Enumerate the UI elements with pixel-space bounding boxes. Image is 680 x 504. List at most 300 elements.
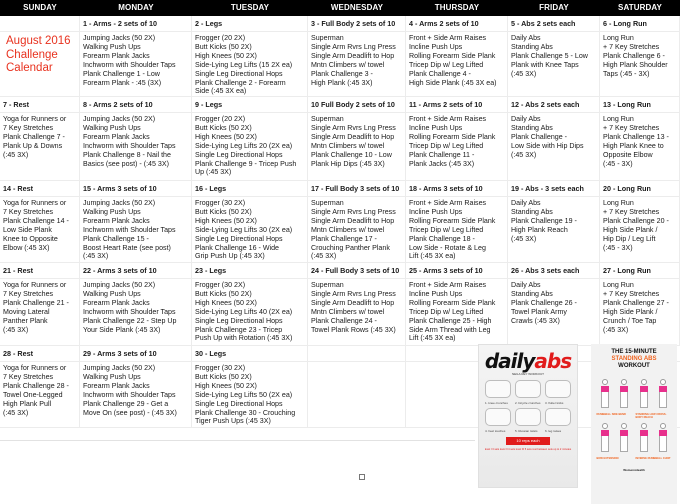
day-cell-monday[interactable]: [80, 16, 192, 97]
workout-item: Frogger (20 2X): [195, 34, 246, 42]
workout-item: High Knees (50 2X): [195, 132, 257, 141]
day-workout-list: [308, 113, 405, 181]
workout-item: Side-Lying Leg Lifts 20 (2X ea): [195, 141, 293, 150]
day-heading: 18 - Arms 3 sets of 10: [406, 181, 507, 197]
day-workout-list: [308, 32, 405, 97]
workout-item: Crouching Panther Plank: [311, 243, 390, 252]
workout-item: Forearm Plank Jacks: [83, 132, 150, 141]
workout-item: Plank Up & Downs: [3, 141, 63, 150]
workout-item: Tiger Push Ups (:45 3X): [195, 417, 271, 426]
workout-item: Taps (:45 - 3X): [603, 69, 650, 78]
workout-item: Forearm Plank - :45 (3X): [83, 78, 162, 87]
day-heading: 25 - Arms 3 sets of 10: [406, 263, 507, 279]
workout-item: Side-Lying Leg Lifts 50 (2X ea): [195, 390, 293, 399]
day-cell-sunday[interactable]: [0, 346, 80, 428]
day-workout-list: [80, 279, 191, 346]
workout-item: Plank Challenge 23 - Tricep: [195, 325, 283, 334]
brand-logo: WomensHealth: [623, 468, 645, 472]
calendar-grid: [0, 16, 680, 428]
table-bottom-border: [0, 440, 475, 441]
workout-item: Standing Abs: [511, 123, 553, 132]
day-cell-saturday[interactable]: [600, 181, 680, 263]
workout-item: Walking Push Ups: [83, 42, 141, 51]
workout-item: Forearm Plank Jacks: [83, 298, 150, 307]
workout-item: Low Side with Hip Dips: [511, 141, 584, 150]
day-workout-list: [508, 113, 599, 181]
workout-item: Hip Dip / Leg Lift: [603, 234, 656, 243]
workout-item: Single Arm Rvrs Lng Press: [311, 289, 396, 298]
workout-item: Rolling Forearm Side Plank: [409, 216, 496, 225]
weekday-thursday: THURSDAY: [434, 3, 480, 12]
day-cell-sunday[interactable]: [0, 181, 80, 263]
workout-item: Single Arm Deadlift to Hop: [311, 51, 395, 60]
day-cell-friday[interactable]: [508, 97, 600, 181]
workout-item: Plank Jacks (:45 3X): [409, 159, 475, 168]
workout-item: Plank Challenge -: [511, 132, 567, 141]
workout-item: High Knees (50 2X): [195, 51, 257, 60]
workout-item: Jumping Jacks (50 2X): [83, 199, 156, 207]
day-cell-wednesday[interactable]: [308, 16, 406, 97]
workout-item: Single Arm Rvrs Lng Press: [311, 123, 396, 132]
workout-item: Walking Push Ups: [83, 207, 141, 216]
day-cell-wednesday[interactable]: [308, 97, 406, 181]
workout-item: (:45 3X): [3, 325, 29, 334]
workout-item: Elbow (:45 3X): [3, 243, 50, 252]
workout-item: Walking Push Ups: [83, 289, 141, 298]
workout-item: Superman: [311, 34, 344, 42]
workout-item: 7 Key Stretches: [3, 123, 54, 132]
standing-abs-title-2: STANDING ABS: [611, 356, 657, 362]
workout-item: Plank Challenge 2 - Forearm: [195, 78, 286, 87]
workout-item: Rolling Forearm Side Plank: [409, 298, 496, 307]
exercise-label: STANDING LOW CROSS-BODY REACH: [635, 413, 667, 419]
exercise-label: 6. leg raises: [545, 429, 562, 433]
workout-item: (:45 3X): [83, 252, 109, 261]
day-heading: 7 - Rest: [0, 97, 79, 113]
day-cell-sunday[interactable]: [0, 16, 80, 97]
workout-item: Plank Challenge 14 -: [3, 216, 69, 225]
workout-item: Plank Challenge 13 -: [603, 132, 669, 141]
woman-figure-icon: [616, 423, 632, 453]
workout-item: Mntn Climbers w/ towel: [311, 60, 385, 69]
day-workout-list: [406, 32, 507, 97]
exercise-figure-icon: [545, 408, 571, 426]
day-cell-monday[interactable]: [80, 263, 192, 346]
workout-item: Crunch / Toe Tap: [603, 316, 657, 325]
workout-item: Daily Abs: [511, 34, 541, 42]
workout-item: (:45 3X): [511, 234, 537, 243]
day-workout-list: [80, 113, 191, 181]
day-heading: 20 - Long Run: [600, 181, 679, 197]
workout-item: Long Run: [603, 115, 634, 123]
day-cell-tuesday[interactable]: [192, 16, 308, 97]
workout-item: Butt Kicks (50 2X): [195, 207, 252, 216]
workout-item: Plank Challenge 24 -: [311, 316, 377, 325]
workout-item: Inchworm with Shoulder Taps: [83, 307, 176, 316]
workout-item: (:45 3X): [3, 150, 29, 159]
workout-item: Knee to Opposite: [3, 234, 58, 243]
day-workout-list: [308, 279, 405, 346]
workout-item: Basics (see post) - (:45 3X): [83, 159, 169, 168]
woman-figure-icon: [636, 423, 652, 453]
workout-item: High Plank Knee to: [603, 141, 664, 150]
workout-item: Standing Abs: [511, 289, 553, 298]
day-heading: 9 - Legs: [192, 97, 307, 113]
workout-item: Single Leg Directional Hops: [195, 399, 283, 408]
workout-item: Grip Push Up (:45 3X): [195, 252, 265, 261]
workout-item: Incline Push Ups: [409, 289, 463, 298]
day-workout-list: [406, 279, 507, 346]
workout-item: Mntn Climbers w/ towel: [311, 307, 385, 316]
workout-item: Lift (:45 3X ea): [409, 334, 456, 343]
day-cell-friday[interactable]: [508, 181, 600, 263]
workout-item: Plank Challenge 22 - Step Up: [83, 316, 177, 325]
figure-row: [591, 377, 677, 411]
workout-item: 7 Key Stretches: [3, 289, 54, 298]
day-heading: 26 - Abs 3 sets each: [508, 263, 599, 279]
workout-item: Frogger (30 2X): [195, 281, 246, 289]
daily-abs-subtitle: NEILA REY WORKOUT: [512, 372, 544, 376]
weekday-wednesday: WEDNESDAY: [330, 3, 384, 12]
exercise-figure-icon: [545, 380, 571, 398]
daily-abs-poster-image[interactable]: [478, 344, 578, 488]
workout-item: Lift (:45 3X ea): [409, 252, 456, 261]
day-workout-list: [508, 197, 599, 263]
weekday-header: [0, 0, 680, 16]
workout-item: Daily Abs: [511, 115, 541, 123]
workout-item: Butt Kicks (50 2X): [195, 123, 252, 132]
workout-item: Plank Challenge 11 -: [409, 150, 475, 159]
day-heading: 11 - Arms 2 sets of 10: [406, 97, 507, 113]
workout-item: Boost Heart Rate (see post): [83, 243, 171, 252]
workout-item: (:45 3X): [511, 69, 537, 78]
workout-item: Single Arm Deadlift to Hop: [311, 216, 395, 225]
standing-abs-poster-image[interactable]: [591, 344, 677, 504]
workout-item: Forearm Plank Jacks: [83, 51, 150, 60]
workout-item: Side-Lying Leg Lifts 30 (2X ea): [195, 225, 293, 234]
workout-item: Towel One-Legged: [3, 390, 63, 399]
workout-item: Jumping Jacks (50 2X): [83, 115, 156, 123]
day-heading: [308, 346, 405, 362]
workout-item: High Side Plank /: [603, 307, 658, 316]
day-heading: 6 - Long Run: [600, 16, 679, 32]
day-heading: 4 - Arms 2 sets of 10: [406, 16, 507, 32]
day-heading: 8 - Arms 2 sets of 10: [80, 97, 191, 113]
day-workout-list: [0, 279, 79, 346]
workout-item: + 7 Key Stretches: [603, 123, 660, 132]
workout-item: Butt Kicks (50 2X): [195, 372, 252, 381]
day-heading: 19 - Abs - 3 sets each: [508, 181, 599, 197]
exercise-label: 3. flutter kicks: [545, 401, 564, 405]
day-cell-thursday[interactable]: [406, 181, 508, 263]
workout-item: Yoga for Runners or: [3, 199, 67, 207]
workout-item: Plank Challenge 8 - Nail the: [83, 150, 171, 159]
workout-item: High Plank Shoulder: [603, 60, 668, 69]
workout-item: High Side Plank /: [603, 225, 658, 234]
workout-item: Single Arm Rvrs Lng Press: [311, 207, 396, 216]
workout-item: Single Arm Deadlift to Hop: [311, 298, 395, 307]
workout-item: Superman: [311, 281, 344, 289]
workout-item: Yoga for Runners or: [3, 115, 67, 123]
woman-figure-icon: [616, 379, 632, 409]
day-workout-list: [192, 197, 307, 263]
workout-item: Plank Challenge 15 -: [83, 234, 149, 243]
workout-item: Plank Challenge 26 -: [511, 298, 577, 307]
workout-item: Superman: [311, 115, 344, 123]
workout-item: Plank Challenge 27 -: [603, 298, 669, 307]
workout-item: Plank Challenge 20 -: [603, 216, 669, 225]
workout-item: Front + Side Arm Raises: [409, 281, 487, 289]
weekday-friday: FRIDAY: [539, 3, 569, 12]
day-workout-list: [0, 113, 79, 181]
exercise-label: INVERSE DUMBBELL CHOP: [635, 457, 671, 460]
day-heading: 1 - Arms - 2 sets of 10: [80, 16, 191, 32]
workout-item: Mntn Climbers w/ towel: [311, 141, 385, 150]
day-cell-sunday[interactable]: [0, 97, 80, 181]
day-heading: 30 - Legs: [192, 346, 307, 362]
workout-item: Front + Side Arm Raises: [409, 199, 487, 207]
workout-item: Incline Push Ups: [409, 207, 463, 216]
day-cell-wednesday[interactable]: [308, 263, 406, 346]
exercise-figure-icon: [515, 408, 541, 426]
workout-item: Inchworm with Shoulder Taps: [83, 225, 176, 234]
day-workout-list: [406, 197, 507, 263]
day-workout-list: [600, 113, 679, 181]
woman-figure-icon: [636, 379, 652, 409]
workout-item: Tricep Dip w/ Leg Lifted: [409, 225, 484, 234]
workout-item: Inchworm with Shoulder Taps: [83, 390, 176, 399]
workout-item: Side (:45 3X ea): [195, 87, 247, 96]
workout-item: Jumping Jacks (50 2X): [83, 364, 156, 372]
workout-item: Single Arm Rvrs Lng Press: [311, 42, 396, 51]
workout-item: Plank Challenge 21 -: [3, 298, 69, 307]
day-workout-list: [0, 197, 79, 263]
day-workout-list: [508, 279, 599, 346]
workout-item: + 7 Key Stretches: [603, 289, 660, 298]
workout-item: Single Leg Directional Hops: [195, 150, 283, 159]
daily-abs-logo: dailyabs: [484, 349, 572, 373]
workout-item: Plank Challenge 17 -: [311, 234, 377, 243]
day-cell-tuesday[interactable]: [192, 97, 308, 181]
workout-item: Plank Challenge 10 - Low: [311, 150, 392, 159]
day-heading: 21 - Rest: [0, 263, 79, 279]
workout-item: Moving Lateral: [3, 307, 50, 316]
workout-item: Frogger (20 2X): [195, 115, 246, 123]
exercise-label: 1. knee crunches: [485, 401, 508, 405]
exercise-label: DUMBBELL SIDE BEND: [596, 413, 626, 416]
weekday-tuesday: TUESDAY: [230, 3, 270, 12]
day-heading: 22 - Arms 3 sets of 10: [80, 263, 191, 279]
day-cell-sunday[interactable]: [0, 263, 80, 346]
workout-item: Single Leg Directional Hops: [195, 316, 283, 325]
workout-item: Up (:45 3X): [195, 168, 232, 177]
day-heading: 5 - Abs 2 sets each: [508, 16, 599, 32]
workout-item: Frogger (30 2X): [195, 199, 246, 207]
woman-figure-icon: [597, 423, 613, 453]
workout-item: Plank Challenge 7 -: [3, 132, 65, 141]
daily-abs-footer: level I 3 sets level II 4 sets level III 5 sets rest between sets up to 2 minutes: [484, 448, 572, 451]
weekday-monday: MONDAY: [118, 3, 154, 12]
weekday-saturday: SATURDAY: [618, 3, 662, 12]
day-heading: 14 - Rest: [0, 181, 79, 197]
day-workout-list: [406, 113, 507, 181]
workout-item: Forearm Plank Jacks: [83, 216, 150, 225]
workout-item: Plank Challenge 16 - Wide: [195, 243, 279, 252]
workout-item: High Knees (50 2X): [195, 298, 257, 307]
workout-item: Butt Kicks (50 2X): [195, 42, 252, 51]
day-workout-list: [192, 362, 307, 428]
day-cell-monday[interactable]: [80, 181, 192, 263]
day-cell-wednesday[interactable]: [308, 181, 406, 263]
workout-item: Walking Push Ups: [83, 123, 141, 132]
workout-item: Tricep Dip w/ Leg Lifted: [409, 141, 484, 150]
workout-item: Forearm Plank Jacks: [83, 381, 150, 390]
workout-item: (:45 - 3X): [603, 159, 633, 168]
day-heading: 24 - Full Body 3 sets of 10: [308, 263, 405, 279]
workout-item: Jumping Jacks (50 2X): [83, 34, 156, 42]
exercise-figures: [479, 376, 577, 433]
workout-item: Daily Abs: [511, 199, 541, 207]
workout-item: (:45 3X): [511, 150, 537, 159]
workout-item: Low Side - Rotate & Leg: [409, 243, 486, 252]
workout-item: Incline Push Ups: [409, 123, 463, 132]
workout-item: Butt Kicks (50 2X): [195, 289, 252, 298]
workout-item: (:45 3X): [603, 325, 629, 334]
workout-item: Low Side Plank: [3, 225, 52, 234]
workout-item: Jumping Jacks (50 2X): [83, 281, 156, 289]
workout-item: Side Arm Thread with Leg: [409, 325, 491, 334]
workout-item: Frogger (30 2X): [195, 364, 246, 372]
day-heading: 17 - Full Body 3 sets of 10: [308, 181, 405, 197]
day-heading: 12 - Abs 2 sets each: [508, 97, 599, 113]
workout-item: Plank Challenge 6 -: [603, 51, 665, 60]
workout-item: Opposite Elbow: [603, 150, 653, 159]
workout-item: Single Leg Directional Hops: [195, 69, 283, 78]
workout-item: Rolling Forearm Side Plank: [409, 132, 496, 141]
workout-item: Incline Push Ups: [409, 42, 463, 51]
day-workout-list: [192, 113, 307, 181]
workout-item: Push Up with Rotation (:45 3X): [195, 334, 293, 343]
workout-item: Plank with Knee Taps: [511, 60, 579, 69]
day-workout-list: [508, 32, 599, 97]
day-cell-friday[interactable]: [508, 16, 600, 97]
standing-abs-title-3: WORKOUT: [618, 363, 650, 369]
workout-item: Long Run: [603, 199, 634, 207]
day-heading: 3 - Full Body 2 sets of 10: [308, 16, 405, 32]
workout-item: Plank Challenge 30 - Crouching: [195, 408, 296, 417]
exercise-labels: [591, 411, 677, 421]
day-cell-tuesday[interactable]: [192, 263, 308, 346]
workout-item: High Side Plank (:45 3X ea): [409, 78, 497, 87]
day-cell-friday[interactable]: [508, 263, 600, 346]
workout-item: Tricep Dip w/ Leg Lifted: [409, 307, 484, 316]
standing-abs-description: [591, 370, 677, 377]
workout-item: 7 Key Stretches: [3, 372, 54, 381]
day-workout-list: [0, 32, 79, 97]
workout-item: High Knees (50 2X): [195, 216, 257, 225]
day-heading: 15 - Arms 3 sets of 10: [80, 181, 191, 197]
workout-item: 7 Key Stretches: [3, 207, 54, 216]
workout-item: Single Leg Directional Hops: [195, 234, 283, 243]
workout-item: Plank Challenge 28 -: [3, 381, 69, 390]
workout-item: High Plank Reach: [511, 225, 568, 234]
exercise-label: 4. heel touches: [485, 429, 506, 433]
workout-item: Front + Side Arm Raises: [409, 115, 487, 123]
workout-item: Standing Abs: [511, 42, 553, 51]
workout-item: Plank Challenge 3 -: [311, 69, 373, 78]
reps-badge: 10 reps each: [506, 437, 550, 445]
workout-item: + 7 Key Stretches: [603, 42, 660, 51]
woman-figure-icon: [655, 379, 671, 409]
exercise-label: 2. bicycle crunches: [515, 401, 541, 405]
workout-item: Panther Plank: [3, 316, 48, 325]
day-cell-monday[interactable]: [80, 346, 192, 428]
workout-item: Tricep Dip w/ Leg Lifted: [409, 60, 484, 69]
day-cell-saturday[interactable]: [600, 263, 680, 346]
day-workout-list: [600, 32, 679, 97]
workout-item: High Plank (:45 3X): [311, 78, 373, 87]
workout-item: Towel Plank Army: [511, 307, 567, 316]
day-heading: 23 - Legs: [192, 263, 307, 279]
workout-item: Plank Challenge 18 -: [409, 234, 475, 243]
workout-item: Move On (see post) - (:45 3X): [83, 408, 177, 417]
day-cell-tuesday[interactable]: [192, 346, 308, 428]
workout-item: Superman: [311, 199, 344, 207]
workout-item: (:45 3X): [311, 252, 337, 261]
resize-handle[interactable]: [359, 474, 365, 480]
day-workout-list: [308, 197, 405, 263]
workout-item: Plank Challenge 1 - Low: [83, 69, 160, 78]
workout-item: Front + Side Arm Raises: [409, 34, 487, 42]
workout-item: Crawls (:45 3X): [511, 316, 560, 325]
day-cell-wednesday[interactable]: [308, 346, 406, 428]
calendar-title: August 2016 Challenge Calendar: [6, 35, 71, 74]
day-cell-saturday[interactable]: [600, 97, 680, 181]
standing-abs-title-1: THE 15-MINUTE: [611, 349, 657, 355]
workout-item: Standing Abs: [511, 207, 553, 216]
workout-item: Inchworm with Shoulder Taps: [83, 60, 176, 69]
workout-item: Side-Lying Leg Lifts (15 2X ea): [195, 60, 293, 69]
day-cell-thursday[interactable]: [406, 97, 508, 181]
day-heading: 27 - Long Run: [600, 263, 679, 279]
day-cell-thursday[interactable]: [406, 263, 508, 346]
woman-figure-icon: [655, 423, 671, 453]
day-cell-thursday[interactable]: [406, 16, 508, 97]
day-cell-monday[interactable]: [80, 97, 192, 181]
exercise-figure-icon: [485, 408, 511, 426]
exercise-label: BOW EXTENSION: [596, 457, 619, 460]
workout-item: Mntn Climbers w/ towel: [311, 225, 385, 234]
day-workout-list: [308, 362, 405, 428]
workout-item: Towel Plank Rows (:45 3X): [311, 325, 396, 334]
day-heading: 10 Full Body 2 sets of 10: [308, 97, 405, 113]
workout-item: (:45 - 3X): [603, 243, 633, 252]
workout-item: Plank Challenge 19 -: [511, 216, 577, 225]
workout-item: Walking Push Ups: [83, 372, 141, 381]
day-cell-saturday[interactable]: [600, 16, 680, 97]
workout-item: High Plank Pull: [3, 399, 52, 408]
day-heading: 2 - Legs: [192, 16, 307, 32]
workout-item: Plank Challenge 9 - Tricep Push: [195, 159, 297, 168]
day-heading: 29 - Arms 3 sets of 10: [80, 346, 191, 362]
day-workout-list: [80, 362, 191, 428]
day-workout-list: [80, 32, 191, 97]
workout-item: Long Run: [603, 281, 634, 289]
workout-item: + 7 Key Stretches: [603, 207, 660, 216]
day-cell-tuesday[interactable]: [192, 181, 308, 263]
day-heading: 28 - Rest: [0, 346, 79, 362]
workout-item: Plank Hip Dips (:45 3X): [311, 159, 385, 168]
